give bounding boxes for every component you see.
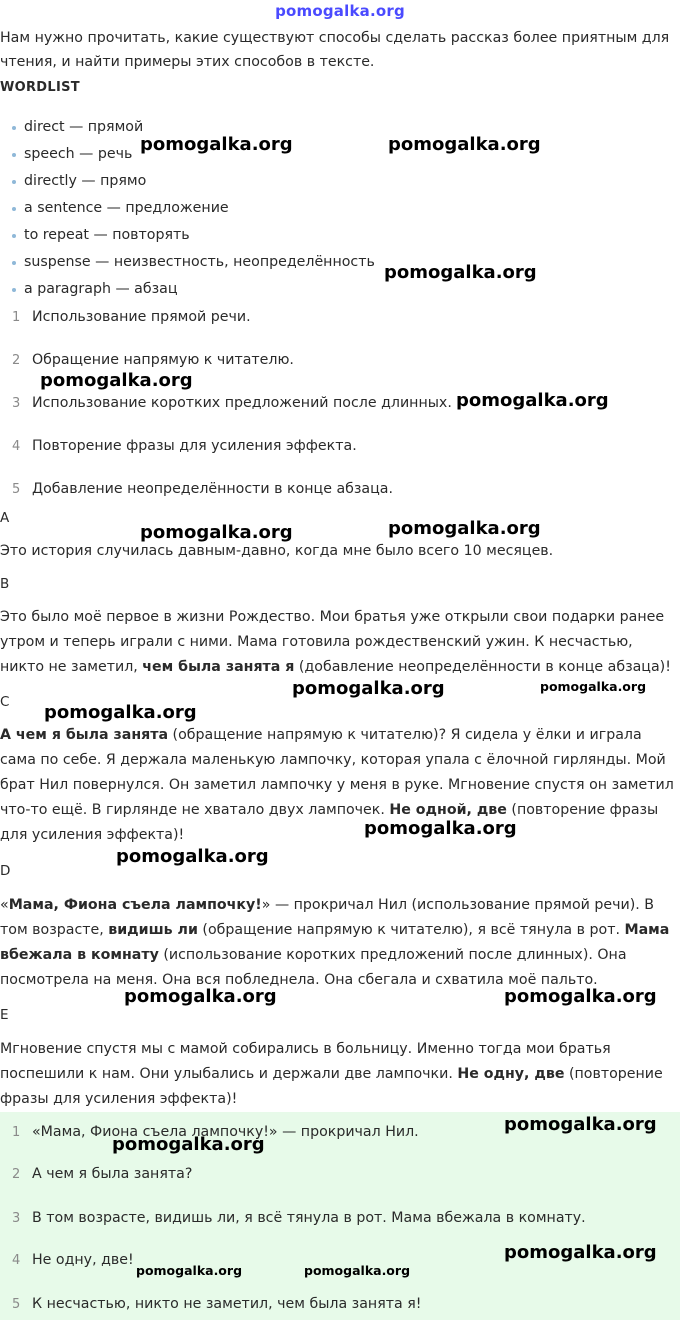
- watermark: pomogalka.org: [116, 846, 269, 867]
- answer-text: А чем я была занята?: [32, 1166, 193, 1182]
- answer-number: 5: [12, 1297, 21, 1312]
- answer-text: «Мама, Фиона съела лампочку!» — прокричал Нил.: [32, 1124, 419, 1140]
- paragraph-d-text-2: (обращение напрямую к читателю), я всё тянула в рот.: [197, 922, 625, 938]
- paragraph-d-highlight: Мама, Фиона съела лампочку!: [8, 897, 262, 913]
- paragraph-e-highlight: Не одну, две: [457, 1066, 565, 1082]
- wordlist-item: [12, 251, 375, 278]
- bullet-icon: [12, 153, 16, 157]
- answer-item: [0, 1293, 680, 1316]
- paragraph-a-text: Это история случилась давным-давно, когда мне было всего 10 месяцев.: [0, 543, 554, 559]
- paragraph-c-text: (обращение напрямую к читателю)? Я сидела у ёлки и играла сама по себе. Я держала маленькую лампочку, которая упала с ёлочной гирлянды. Мой брат Нил повернулся. Он заметил лампочку у меня в руке. Мгновение спустя он заметил что-то ещё. В гирлянде не хватало двух лампочек.: [0, 727, 674, 818]
- paragraph-b-highlight: чем была занята я: [142, 659, 295, 675]
- intro-text: Нам нужно прочитать, какие существуют способы сделать рассказ более приятным для чтения, и найти примеры этих способов в тексте.: [0, 30, 670, 70]
- answer-item: [0, 1163, 680, 1186]
- paragraph-b-note: (добавление неопределённости в конце абзаца)!: [294, 659, 671, 675]
- wordlist-item-text: direct — прямой: [24, 119, 144, 135]
- wordlist-item: [12, 197, 375, 224]
- watermark: pomogalka.org: [140, 522, 293, 543]
- method-item: [0, 306, 680, 329]
- method-number: 2: [12, 353, 21, 368]
- method-text: Повторение фразы для усиления эффекта.: [32, 438, 357, 454]
- method-text: Использование прямой речи.: [32, 309, 251, 325]
- answer-number: 4: [12, 1253, 21, 1268]
- paragraph-d-text-3: (использование коротких предложений после длинных). Она посмотрела на меня. Она вся побледнела. Она сбегала и схватила моё пальто.: [0, 947, 627, 988]
- paragraph-c-highlight: А чем я была занята: [0, 727, 169, 743]
- wordlist-item-text: to repeat — повторять: [24, 227, 190, 243]
- paragraph-letter-e: E: [0, 1007, 9, 1023]
- method-item: [0, 435, 680, 458]
- method-item: [0, 478, 680, 501]
- paragraph-letter-b: B: [0, 576, 10, 592]
- paragraph-c-highlight-2: Не одной, две: [389, 802, 507, 818]
- wordlist-item-text: a paragraph — абзац: [24, 281, 178, 297]
- bullet-icon: [12, 234, 16, 238]
- watermark: pomogalka.org: [540, 679, 647, 694]
- answer-item: [0, 1207, 680, 1230]
- paragraph-d-highlight-2: видишь ли: [108, 922, 198, 938]
- quote-mark: «: [0, 897, 9, 913]
- watermark: pomogalka.org: [124, 986, 277, 1007]
- watermark: pomogalka.org: [384, 262, 537, 283]
- method-number: 3: [12, 396, 21, 411]
- answer-number: 1: [12, 1125, 21, 1140]
- watermark: pomogalka.org: [504, 1242, 657, 1263]
- paragraph-e: [0, 1037, 680, 1112]
- watermark: pomogalka.org: [40, 370, 193, 391]
- wordlist-item-text: a sentence — предложение: [24, 200, 229, 216]
- paragraph-e-text: Мгновение спустя мы с мамой собирались в больницу. Именно тогда мои братья поспешили к нам. Они улыбались и держали две лампочки.: [0, 1041, 611, 1082]
- bullet-icon: [12, 180, 16, 184]
- wordlist-item: [12, 224, 375, 251]
- watermark: pomogalka.org: [44, 702, 197, 723]
- paragraph-a: [0, 539, 680, 564]
- watermark: pomogalka.org: [136, 1263, 243, 1278]
- watermark: pomogalka.org: [292, 678, 445, 699]
- answers-box: [0, 1112, 680, 1320]
- paragraph-letter-c: C: [0, 694, 10, 710]
- method-number: 1: [12, 310, 21, 325]
- method-text: Использование коротких предложений после длинных.: [32, 395, 452, 411]
- method-number: 5: [12, 482, 21, 497]
- method-text: Добавление неопределённости в конце абзаца.: [32, 481, 393, 497]
- method-item: [0, 349, 680, 372]
- method-number: 4: [12, 439, 21, 454]
- answer-number: 2: [12, 1167, 21, 1182]
- bullet-icon: [12, 288, 16, 292]
- answer-text: Не одну, две!: [32, 1252, 134, 1268]
- answer-text: В том возрасте, видишь ли, я всё тянула в рот. Мама вбежала в комнату.: [32, 1210, 586, 1226]
- paragraph-d-highlight-3: Мама вбежала в комнату: [0, 922, 670, 963]
- watermark: pomogalka.org: [112, 1134, 265, 1155]
- watermark: pomogalka.org: [504, 1114, 657, 1135]
- paragraph-letter-d: D: [0, 863, 11, 879]
- wordlist-heading: WORDLIST: [0, 80, 80, 95]
- watermark: pomogalka.org: [304, 1263, 411, 1278]
- wordlist-item-text: directly — прямо: [24, 173, 147, 189]
- watermark: pomogalka.org: [364, 818, 517, 839]
- bullet-icon: [12, 261, 16, 265]
- answer-text: К несчастью, никто не заметил, чем была занята я!: [32, 1296, 422, 1312]
- watermark: pomogalka.org: [388, 134, 541, 155]
- method-text: Обращение напрямую к читателю.: [32, 352, 294, 368]
- answer-number: 3: [12, 1211, 21, 1226]
- paragraph-c-note: (повторение фразы для усиления эффекта)!: [0, 802, 659, 843]
- paragraph-b-text: Это было моё первое в жизни Рождество. Мои братья уже открыли свои подарки ранее утром и теперь играли с ними. Мама готовила рождественский ужин. К несчастью, никто не заметил,: [0, 609, 665, 675]
- watermark: pomogalka.org: [388, 518, 541, 539]
- paragraph-d: [0, 893, 680, 993]
- watermark: pomogalka.org: [140, 134, 293, 155]
- paragraph-letter-a: A: [0, 510, 10, 526]
- watermark-top: pomogalka.org: [275, 2, 405, 20]
- paragraph-d-text: » — прокричал Нил (использование прямой речи). В том возрасте,: [0, 897, 655, 938]
- watermark: pomogalka.org: [504, 986, 657, 1007]
- paragraph-e-note: (повторение фразы для усиления эффекта)!: [0, 1066, 663, 1107]
- bullet-icon: [12, 126, 16, 130]
- paragraph-c: [0, 723, 680, 848]
- wordlist-item: [12, 170, 375, 197]
- wordlist-item-text: speech — речь: [24, 146, 133, 162]
- wordlist-item-text: suspense — неизвестность, неопределённость: [24, 254, 375, 270]
- wordlist-item: [12, 278, 375, 305]
- watermark: pomogalka.org: [456, 390, 609, 411]
- bullet-icon: [12, 207, 16, 211]
- paragraph-b: [0, 605, 680, 680]
